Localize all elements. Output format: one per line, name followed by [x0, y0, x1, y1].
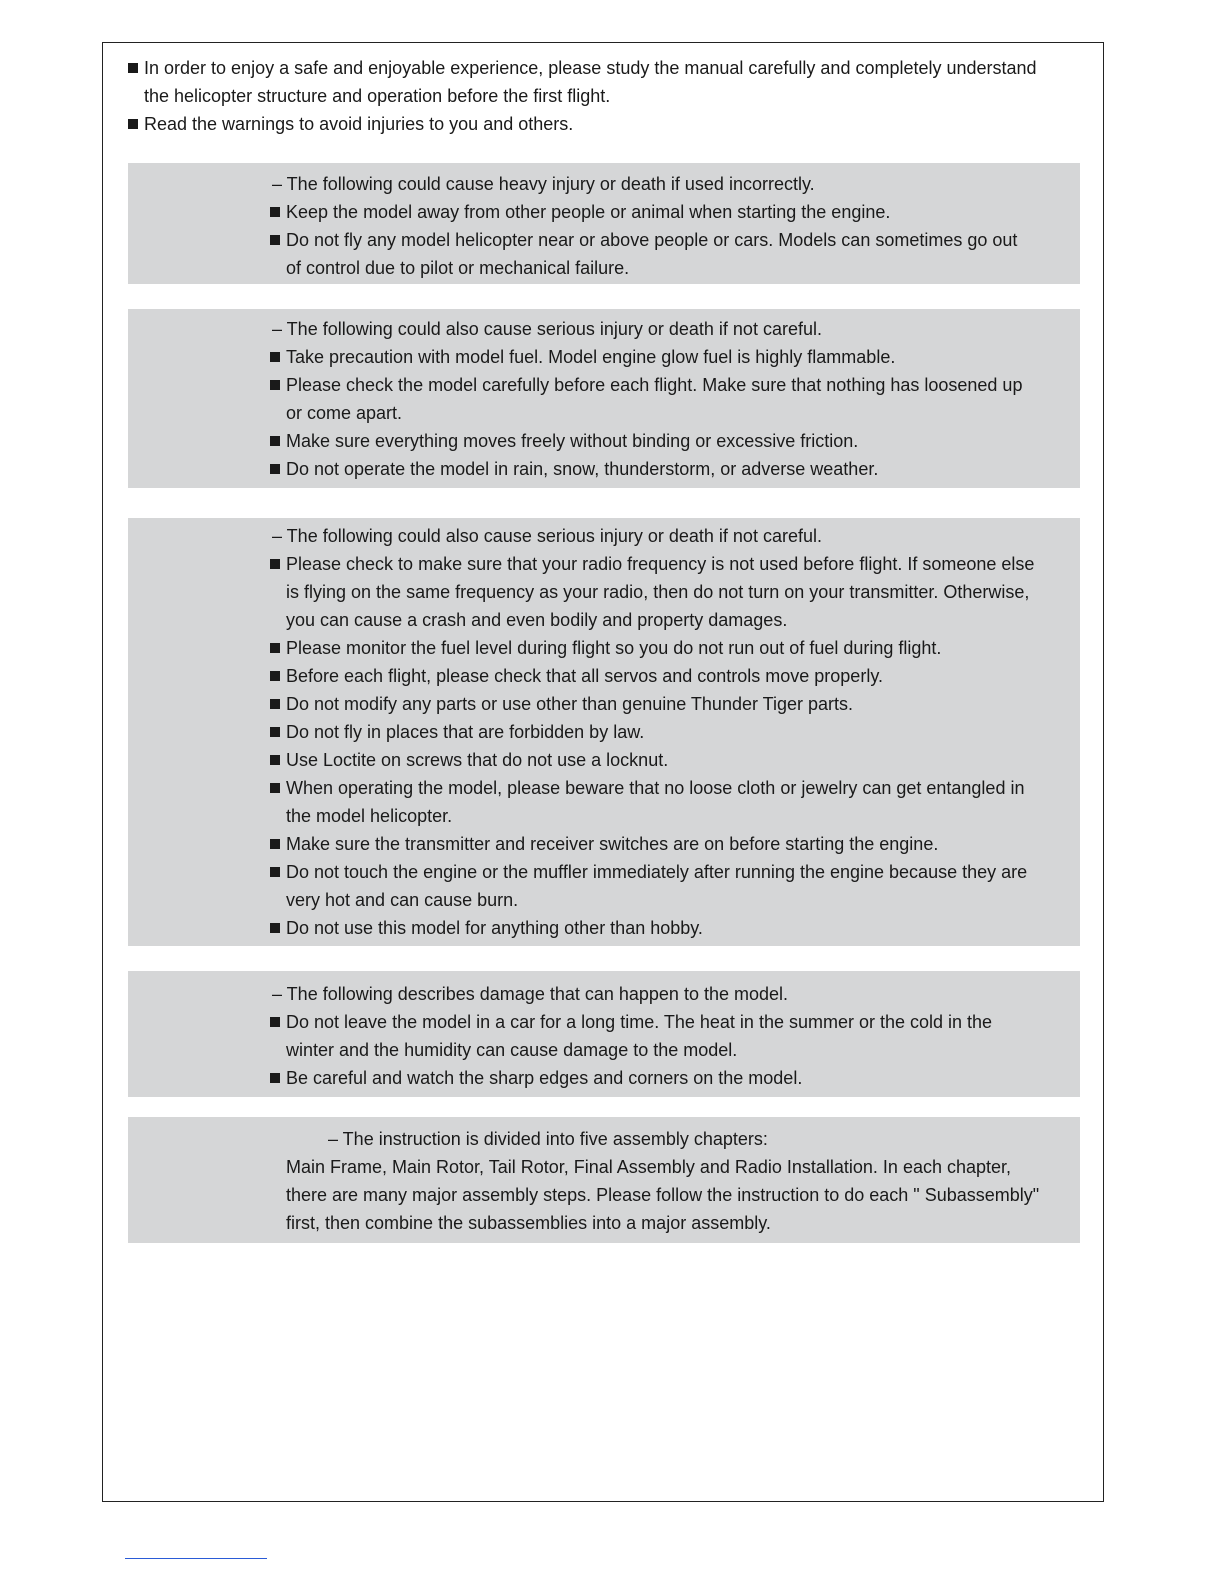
list-item-continuation: you can cause a crash and even bodily and property damages. — [286, 610, 788, 630]
intro-text: In order to enjoy a safe and enjoyable experience, please study the manual carefully and completely understand — [144, 58, 1037, 78]
square-bullet-icon — [270, 643, 280, 653]
list-item-continuation: the model helicopter. — [286, 806, 453, 826]
box-lead: – The following could also cause serious injury or death if not careful. — [272, 526, 822, 546]
square-bullet-icon — [270, 755, 280, 765]
list-item — [270, 774, 1060, 802]
list-item — [270, 343, 1060, 371]
square-bullet-icon — [270, 380, 280, 390]
list-item-text: Be careful and watch the sharp edges and corners on the model. — [286, 1068, 803, 1088]
intro-text: the helicopter structure and operation before the first flight. — [144, 86, 611, 106]
list-item-text: Please monitor the fuel level during flight so you do not run out of fuel during flight. — [286, 638, 942, 658]
list-item-text: Do not leave the model in a car for a long time. The heat in the summer or the cold in the — [286, 1012, 993, 1032]
square-bullet-icon — [270, 671, 280, 681]
list-item-text: Do not fly in places that are forbidden by law. — [286, 722, 645, 742]
square-bullet-icon — [128, 119, 138, 129]
paragraph-line: there are many major assembly steps. Please follow the instruction to do each " Subassembly" — [286, 1185, 1040, 1205]
square-bullet-icon — [270, 207, 280, 217]
list-item — [270, 198, 1060, 226]
box-lead: – The following describes damage that can happen to the model. — [272, 984, 789, 1004]
list-item — [270, 1064, 1060, 1092]
list-item-text: Make sure everything moves freely without binding or excessive friction. — [286, 431, 859, 451]
square-bullet-icon — [270, 464, 280, 474]
intro-line-3 — [128, 110, 1088, 138]
list-item — [270, 371, 1060, 399]
square-bullet-icon — [270, 1073, 280, 1083]
list-item — [270, 226, 1060, 254]
intro-text: Read the warnings to avoid injuries to you and others. — [144, 114, 574, 134]
list-item — [270, 914, 1060, 942]
list-item-text: Please check to make sure that your radio frequency is not used before flight. If someone else — [286, 554, 1035, 574]
list-item-text: Do not modify any parts or use other than genuine Thunder Tiger parts. — [286, 694, 853, 714]
list-item — [270, 1008, 1060, 1036]
list-item-text: Keep the model away from other people or animal when starting the engine. — [286, 202, 891, 222]
list-item — [270, 718, 1060, 746]
list-item — [270, 858, 1060, 886]
list-item-text: Do not use this model for anything other than hobby. — [286, 918, 703, 938]
box-lead: – The following could also cause serious injury or death if not careful. — [272, 319, 822, 339]
list-item — [270, 746, 1060, 774]
square-bullet-icon — [270, 699, 280, 709]
footer-divider — [125, 1558, 267, 1559]
list-item-continuation: or come apart. — [286, 403, 403, 423]
square-bullet-icon — [270, 923, 280, 933]
paragraph-line: first, then combine the subassemblies into a major assembly. — [286, 1213, 771, 1233]
intro-section — [128, 54, 1088, 138]
warning-box-warning — [128, 309, 1080, 488]
square-bullet-icon — [270, 559, 280, 569]
warning-box-danger — [128, 163, 1080, 284]
list-item — [270, 690, 1060, 718]
list-item-text: Do not touch the engine or the muffler immediately after running the engine because they are — [286, 862, 1028, 882]
list-item — [270, 427, 1060, 455]
intro-line-2 — [128, 82, 1088, 110]
intro-line-1 — [128, 54, 1088, 82]
list-item-text: Before each flight, please check that all servos and controls move properly. — [286, 666, 883, 686]
list-item-text: Take precaution with model fuel. Model engine glow fuel is highly flammable. — [286, 347, 896, 367]
list-item — [270, 634, 1060, 662]
square-bullet-icon — [270, 839, 280, 849]
paragraph-line: Main Frame, Main Rotor, Tail Rotor, Final Assembly and Radio Installation. In each chapter, — [286, 1157, 1012, 1177]
list-item-text: Please check the model carefully before each flight. Make sure that nothing has loosened up — [286, 375, 1023, 395]
list-item-continuation: winter and the humidity can cause damage to the model. — [286, 1040, 738, 1060]
list-item-text: Use Loctite on screws that do not use a locknut. — [286, 750, 669, 770]
box-lead: – The following could cause heavy injury or death if used incorrectly. — [272, 174, 815, 194]
warning-box-caution — [128, 518, 1080, 946]
list-item-continuation: very hot and can cause burn. — [286, 890, 519, 910]
list-item — [270, 550, 1060, 578]
list-item — [270, 662, 1060, 690]
square-bullet-icon — [128, 63, 138, 73]
box-lead: – The instruction is divided into five assembly chapters: — [328, 1129, 768, 1149]
square-bullet-icon — [270, 235, 280, 245]
list-item-text: Do not operate the model in rain, snow, thunderstorm, or adverse weather. — [286, 459, 879, 479]
square-bullet-icon — [270, 436, 280, 446]
square-bullet-icon — [270, 1017, 280, 1027]
list-item-continuation: of control due to pilot or mechanical failure. — [286, 258, 630, 278]
list-item-continuation: is flying on the same frequency as your radio, then do not turn on your transmitter. Otherwise, — [286, 582, 1030, 602]
list-item-text: Do not fly any model helicopter near or above people or cars. Models can sometimes go out — [286, 230, 1018, 250]
square-bullet-icon — [270, 727, 280, 737]
list-item-text: Make sure the transmitter and receiver switches are on before starting the engine. — [286, 834, 939, 854]
square-bullet-icon — [270, 867, 280, 877]
warning-box-damage — [128, 971, 1080, 1097]
list-item — [270, 830, 1060, 858]
square-bullet-icon — [270, 352, 280, 362]
list-item-text: When operating the model, please beware that no loose cloth or jewelry can get entangled in — [286, 778, 1025, 798]
list-item — [270, 455, 1060, 483]
note-box-assembly — [128, 1117, 1080, 1243]
square-bullet-icon — [270, 783, 280, 793]
